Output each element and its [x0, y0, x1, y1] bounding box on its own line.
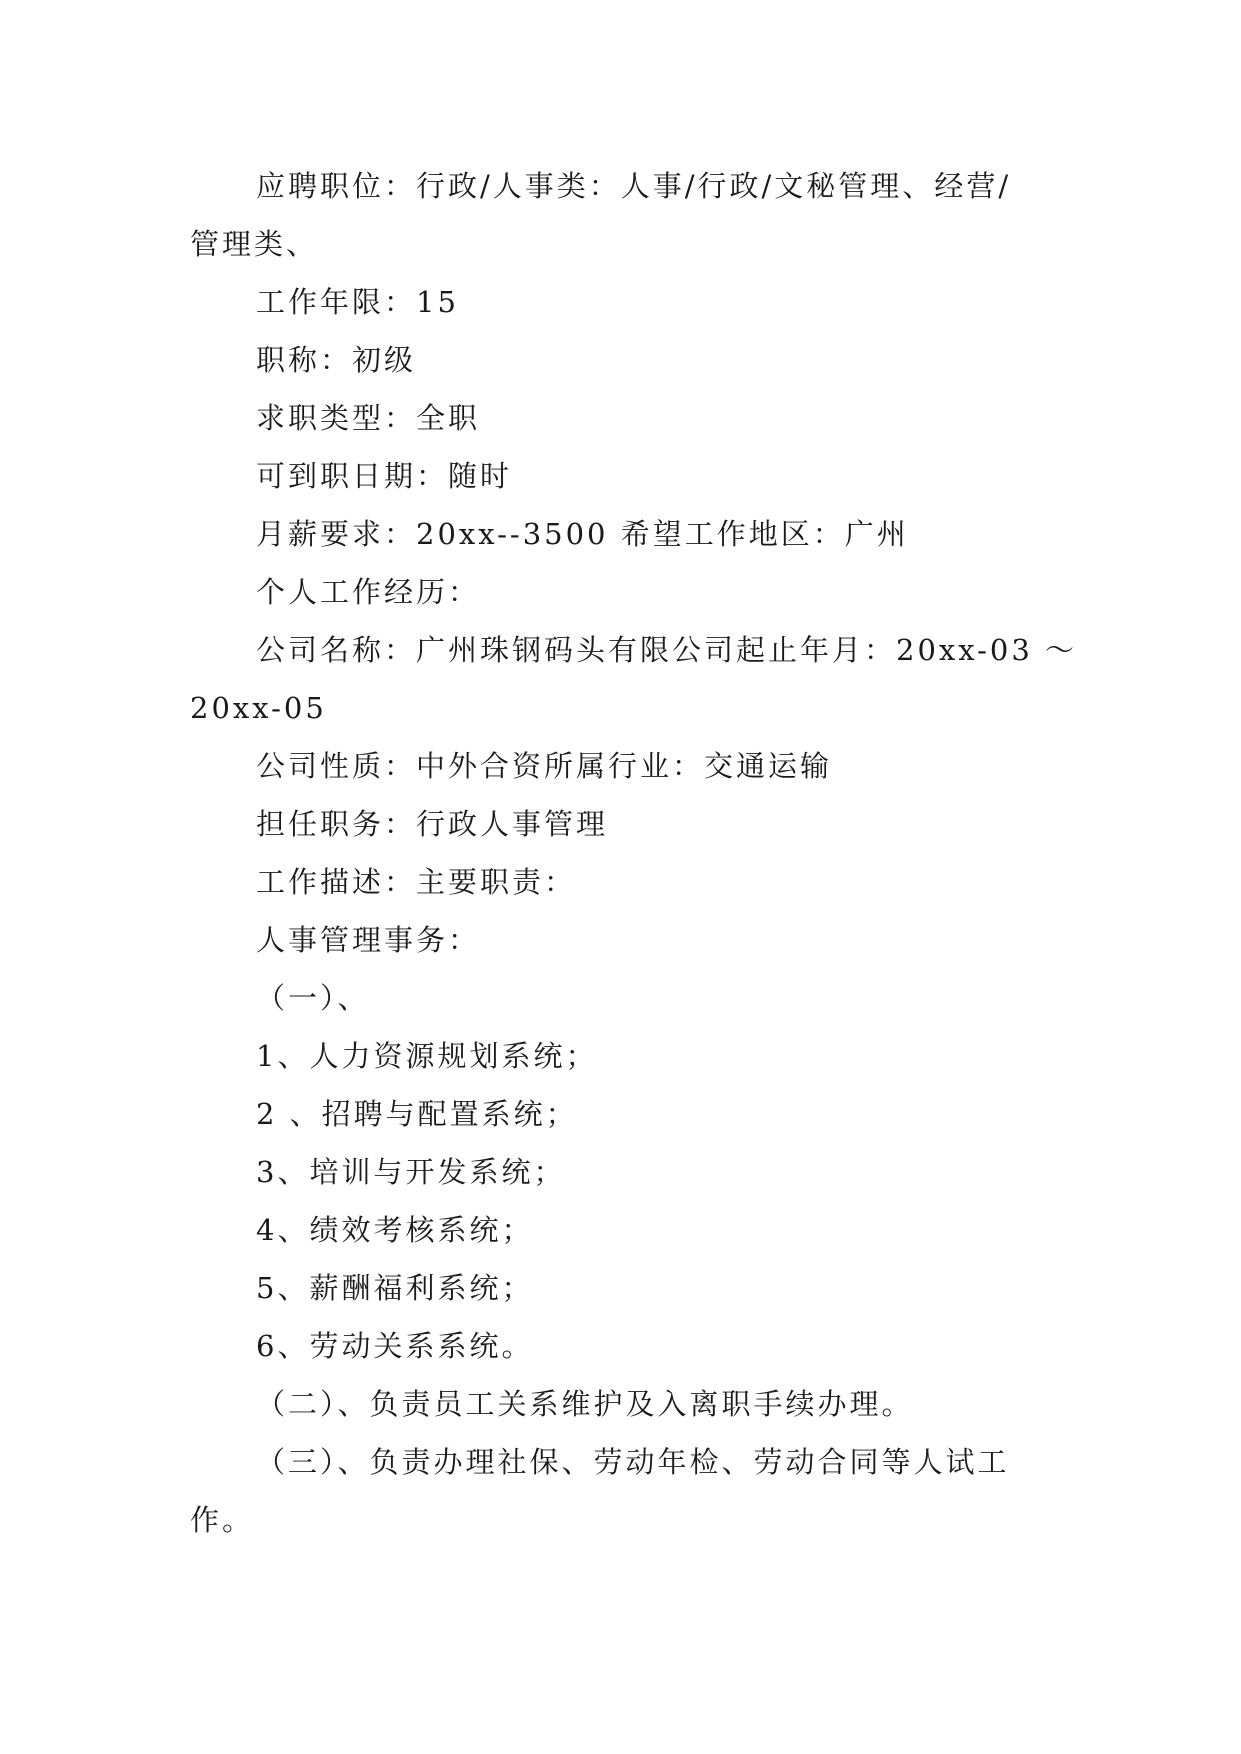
- text-line-job-type: 求职类型：全职: [256, 401, 481, 435]
- text-line-section-2: （二）、负责员工关系维护及入离职手续办理。: [256, 1387, 914, 1421]
- text-line-work-history-heading: 个人工作经历：: [256, 575, 481, 609]
- list-item: 3、培训与开发系统；: [256, 1155, 566, 1189]
- text-line-work-years: 工作年限：15: [256, 285, 459, 319]
- text-line-title: 职称：初级: [256, 343, 417, 377]
- text-line-section-1: （一）、: [256, 981, 370, 1015]
- text-line-position: 应聘职位：行政/人事类：人事/行政/文秘管理、经营/: [256, 169, 1012, 203]
- text-line-company-nature: 公司性质：中外合资所属行业：交通运输: [256, 749, 833, 783]
- text-line-company-name-cont: 20xx-05: [190, 691, 327, 725]
- list-item: 1、人力资源规划系统；: [256, 1039, 598, 1073]
- list-item: 6、劳动关系系统。: [256, 1329, 534, 1363]
- text-line-hr-affairs: 人事管理事务：: [256, 923, 481, 957]
- text-line-description: 工作描述：主要职责：: [256, 865, 577, 899]
- text-line-role: 担任职务：行政人事管理: [256, 807, 609, 841]
- text-line-position-cont: 管理类、: [190, 227, 319, 261]
- text-line-section-3: （三）、负责办理社保、劳动年检、劳动合同等人试工: [256, 1445, 1010, 1479]
- text-line-salary-location: 月薪要求：20xx--3500 希望工作地区：广州: [256, 517, 909, 551]
- text-line-available-date: 可到职日期：随时: [256, 459, 513, 493]
- list-item: 5、薪酬福利系统；: [256, 1271, 534, 1305]
- list-item: 4、绩效考核系统；: [256, 1213, 534, 1247]
- text-line-section-3-cont: 作。: [190, 1503, 255, 1537]
- list-item: 2 、招聘与配置系统；: [256, 1097, 578, 1131]
- text-line-company-name: 公司名称：广州珠钢码头有限公司起止年月：20xx-03 ～: [256, 633, 1078, 667]
